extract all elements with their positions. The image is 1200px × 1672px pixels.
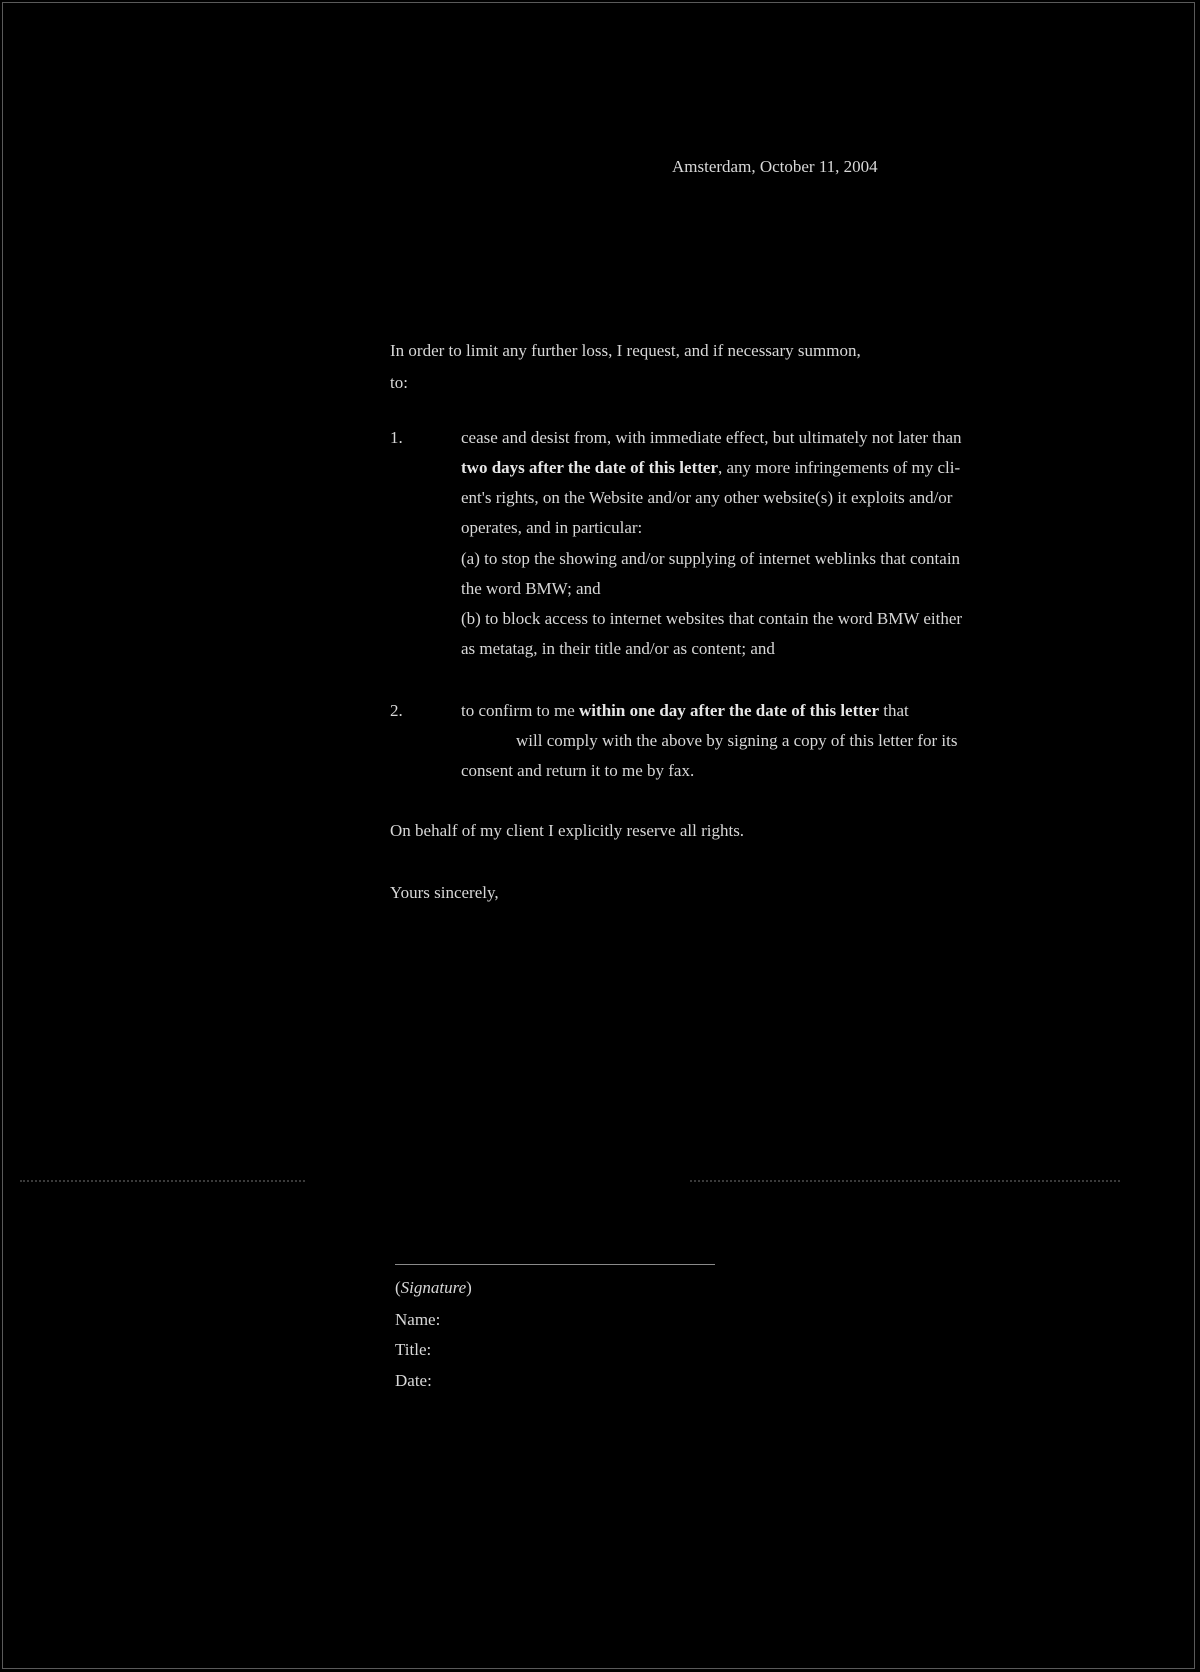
item-1-line-2-rest: , any more infringements of my cli- <box>717 458 961 477</box>
date-field-label: Date: <box>395 1371 432 1390</box>
item-1-line-7: (b) to block access to internet websites that contain the word BMW either <box>461 609 963 628</box>
item-1-line-5: (a) to stop the showing and/or supplying of internet weblinks that contain <box>461 549 961 568</box>
signature-line <box>395 1264 715 1265</box>
signature-paren-open: ( <box>395 1278 401 1297</box>
letter-date: Amsterdam, October 11, 2004 <box>672 157 878 176</box>
signature-word: Signature <box>400 1278 467 1297</box>
deadline-two-days: two days after the date of this letter <box>461 458 718 477</box>
separator-left <box>20 1180 305 1182</box>
name-field-label: Name: <box>395 1310 441 1329</box>
signature-label <box>395 1278 472 1298</box>
intro-text: In order to limit any further loss, I request, and if necessary summon, <box>390 341 861 360</box>
closing-salutation: Yours sincerely, <box>390 883 499 902</box>
reservation-of-rights: On behalf of my client I explicitly reserve all rights. <box>390 821 745 840</box>
item-2-line-1-pre: to confirm to me <box>461 701 580 720</box>
item-1-line-6: the word BMW; and <box>461 579 601 598</box>
item-1-number: 1. <box>390 428 403 447</box>
item-1-line-2 <box>461 458 960 478</box>
item-1-line-1: cease and desist from, with immediate effect, but ultimately not later than <box>461 428 962 447</box>
item-2-line-2: will comply with the above by signing a copy of this letter for its <box>516 731 958 750</box>
title-field-label: Title: <box>395 1340 432 1359</box>
intro-text-continued: to: <box>390 373 408 392</box>
item-2-line-1-post: that <box>879 701 909 720</box>
item-2-line-1 <box>461 701 909 721</box>
item-2-number: 2. <box>390 701 403 720</box>
signature-paren-close: ) <box>466 1278 472 1297</box>
separator-right <box>690 1180 1120 1182</box>
item-1-line-4: operates, and in particular: <box>461 518 643 537</box>
item-2-line-3: consent and return it to me by fax. <box>461 761 695 780</box>
item-1-line-8: as metatag, in their title and/or as content; and <box>461 639 775 658</box>
deadline-one-day: within one day after the date of this letter <box>579 701 880 720</box>
item-1-line-3: ent's rights, on the Website and/or any other website(s) it exploits and/or <box>461 488 953 507</box>
